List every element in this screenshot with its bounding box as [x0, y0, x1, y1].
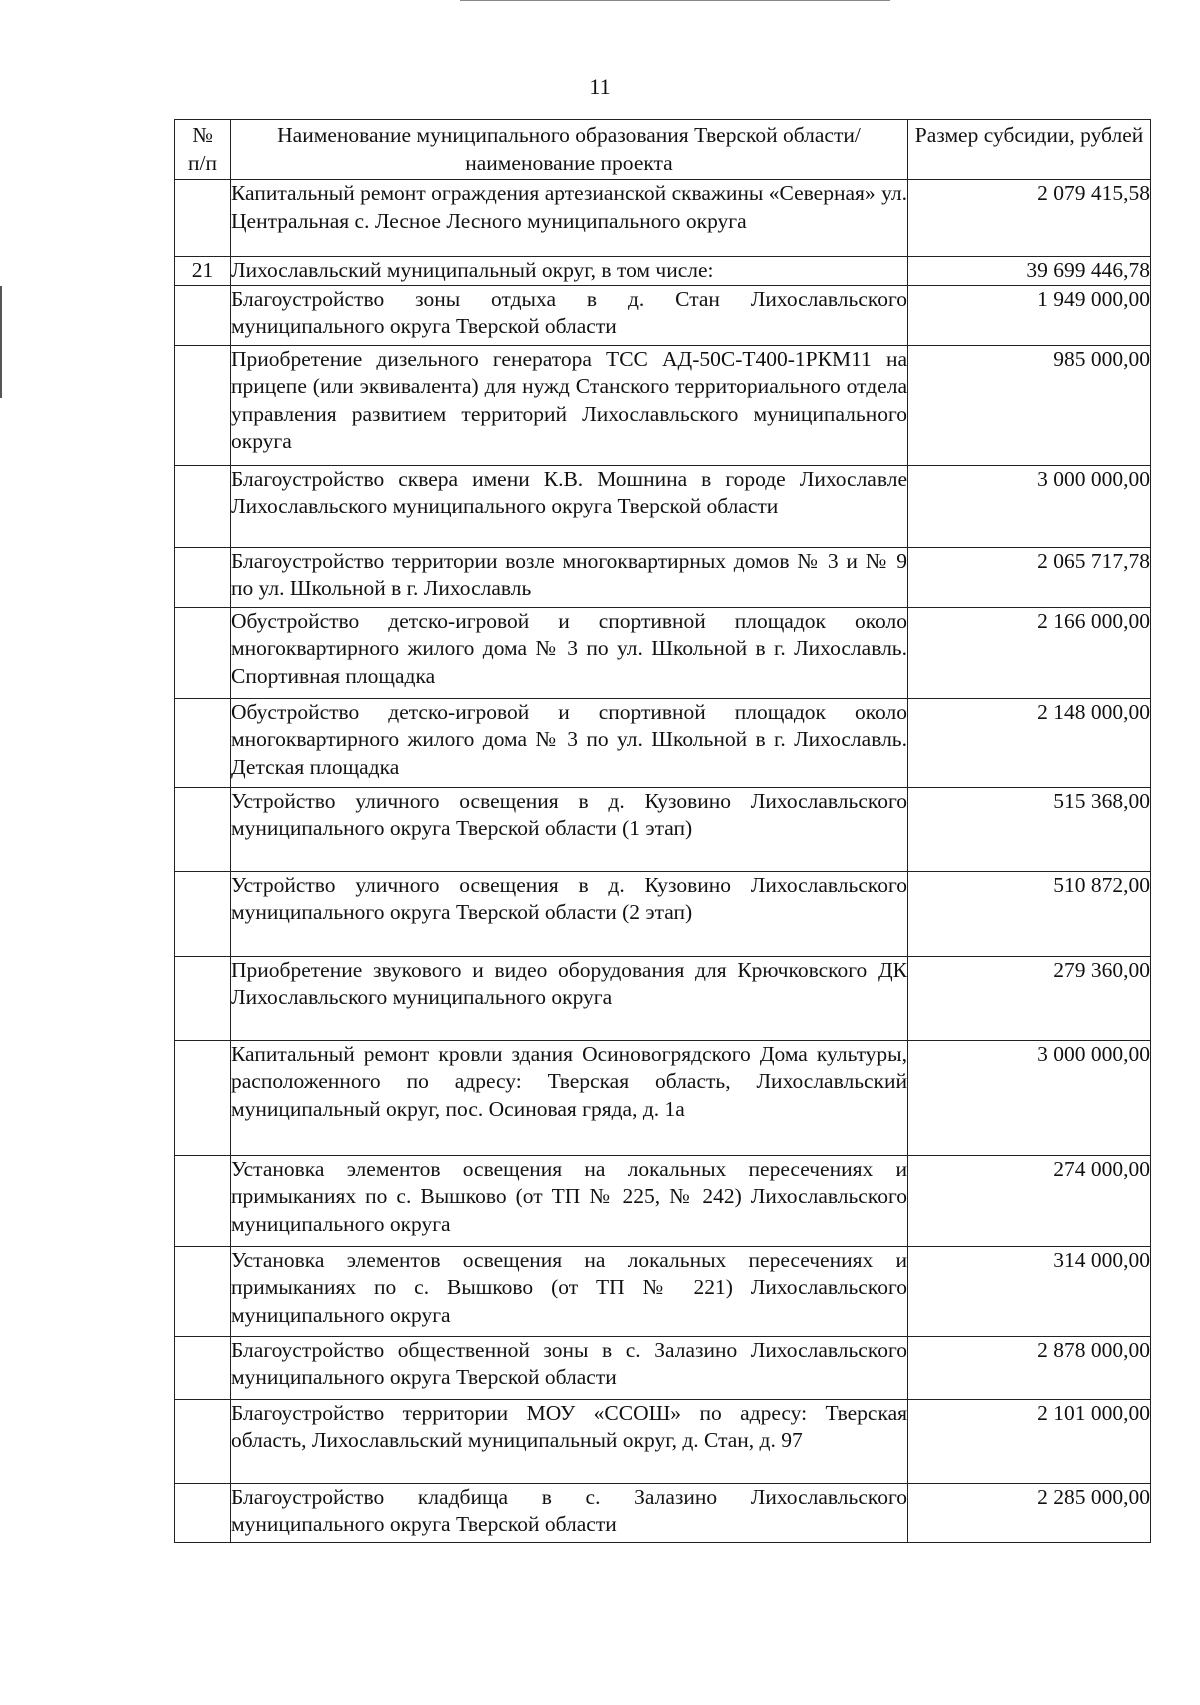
- row-sum: 510 872,00: [908, 871, 1151, 956]
- row-sum: 2 285 000,00: [908, 1483, 1151, 1542]
- row-sum: 515 368,00: [908, 787, 1151, 871]
- table-row: [175, 345, 1151, 465]
- row-num: [175, 871, 231, 956]
- table-row: [175, 1246, 1151, 1336]
- row-name: Благоустройство территории возле многоквартирных домов № 3 и № 9 по ул. Школьной в г. Лихославль: [231, 547, 908, 607]
- row-sum: 2 148 000,00: [908, 698, 1151, 787]
- row-name: Устройство уличного освещения в д. Кузовино Лихославльского муниципального округа Тверской области (2 этап): [231, 871, 908, 956]
- row-name: Обустройство детско-игровой и спортивной площадок около многоквартирного жилого дома № 3 по ул. Школьной в г. Лихославль. Детская площадка: [231, 698, 908, 787]
- row-name: Лихославльский муниципальный округ, в том числе:: [231, 257, 908, 286]
- row-num: [175, 180, 231, 257]
- row-name: Приобретение дизельного генератора ТСС АД-50С-Т400-1РКМ11 на прицепе (или эквивалента) для нужд Станского территориального отдела управления развитием территорий Лихославльского муниципального округа: [231, 345, 908, 465]
- row-name: Благоустройство территории МОУ «ССОШ» по адресу: Тверская область, Лихославльский муниципальный округ, д. Стан, д. 97: [231, 1399, 908, 1483]
- subsidy-table: [174, 119, 1151, 1543]
- row-name: Приобретение звукового и видео оборудования для Крючковского ДК Лихославльского муниципального округа: [231, 956, 908, 1040]
- row-sum: 314 000,00: [908, 1246, 1151, 1336]
- header-num: № п/п: [175, 120, 231, 180]
- row-name: Благоустройство общественной зоны в с. Залазино Лихославльского муниципального округа Тверской области: [231, 1336, 908, 1399]
- row-name: Капитальный ремонт кровли здания Осиновогрядского Дома культуры, расположенного по адресу: Тверская область, Лихославльский муниципальный округ, пос. Осиновая гряда, д. 1а: [231, 1040, 908, 1155]
- table-row: [175, 285, 1151, 345]
- row-num: [175, 1246, 231, 1336]
- row-sum: 2 878 000,00: [908, 1336, 1151, 1399]
- row-sum: 39 699 446,78: [908, 257, 1151, 286]
- row-num: [175, 465, 231, 547]
- row-sum: 279 360,00: [908, 956, 1151, 1040]
- row-num: [175, 787, 231, 871]
- row-name: Благоустройство кладбища в с. Залазино Лихославльского муниципального округа Тверской области: [231, 1483, 908, 1542]
- scan-edge-mark-left: [0, 286, 2, 398]
- table-header: [175, 120, 1151, 180]
- row-sum: 2 065 717,78: [908, 547, 1151, 607]
- table-row: [175, 871, 1151, 956]
- row-name: Капитальный ремонт ограждения артезианской скважины «Северная» ул. Центральная с. Лесное Лесного муниципального округа: [231, 180, 908, 257]
- row-sum: 274 000,00: [908, 1155, 1151, 1246]
- table-row: [175, 1483, 1151, 1542]
- row-num: [175, 285, 231, 345]
- row-sum: 2 166 000,00: [908, 607, 1151, 698]
- table-row: [175, 1040, 1151, 1155]
- row-name: Благоустройство зоны отдыха в д. Стан Лихославльского муниципального округа Тверской области: [231, 285, 908, 345]
- table-row: [175, 956, 1151, 1040]
- row-sum: 2 101 000,00: [908, 1399, 1151, 1483]
- row-num: [175, 1483, 231, 1542]
- row-num: [175, 1399, 231, 1483]
- row-sum: 985 000,00: [908, 345, 1151, 465]
- table-row: [175, 180, 1151, 257]
- header-name: Наименование муниципального образования Тверской области/наименование проекта: [231, 120, 908, 180]
- table-row: [175, 547, 1151, 607]
- row-name: Обустройство детско-игровой и спортивной площадок около многоквартирного жилого дома № 3 по ул. Школьной в г. Лихославль. Спортивная площадка: [231, 607, 908, 698]
- row-name: Устройство уличного освещения в д. Кузовино Лихославльского муниципального округа Тверской области (1 этап): [231, 787, 908, 871]
- row-num: [175, 345, 231, 465]
- table-row: [175, 257, 1151, 286]
- row-sum: 1 949 000,00: [908, 285, 1151, 345]
- scan-edge-mark-top: [460, 0, 890, 1]
- table-row: [175, 1155, 1151, 1246]
- table-row: [175, 1336, 1151, 1399]
- table-row: [175, 1399, 1151, 1483]
- row-num: [175, 1155, 231, 1246]
- row-name: Благоустройство сквера имени К.В. Мошнина в городе Лихославле Лихославльского муниципального округа Тверской области: [231, 465, 908, 547]
- row-num: [175, 698, 231, 787]
- table-header-row: [175, 120, 1151, 180]
- row-num: [175, 607, 231, 698]
- table-row: [175, 465, 1151, 547]
- row-sum: 2 079 415,58: [908, 180, 1151, 257]
- table-row: [175, 607, 1151, 698]
- row-num: [175, 1336, 231, 1399]
- row-num: [175, 1040, 231, 1155]
- row-name: Установка элементов освещения на локальных пересечениях и примыканиях по с. Вышково (от ТП № 221) Лихославльского муниципального округа: [231, 1246, 908, 1336]
- table-row: [175, 698, 1151, 787]
- row-num: [175, 956, 231, 1040]
- table-body: [175, 180, 1151, 1543]
- header-sum: Размер субсидии, рублей: [908, 120, 1151, 180]
- row-sum: 3 000 000,00: [908, 465, 1151, 547]
- row-num: 21: [175, 257, 231, 286]
- row-num: [175, 547, 231, 607]
- table-row: [175, 787, 1151, 871]
- row-sum: 3 000 000,00: [908, 1040, 1151, 1155]
- page-number: 11: [589, 74, 611, 99]
- row-name: Установка элементов освещения на локальных пересечениях и примыканиях по с. Вышково (от ТП № 225, № 242) Лихославльского муниципального округа: [231, 1155, 908, 1246]
